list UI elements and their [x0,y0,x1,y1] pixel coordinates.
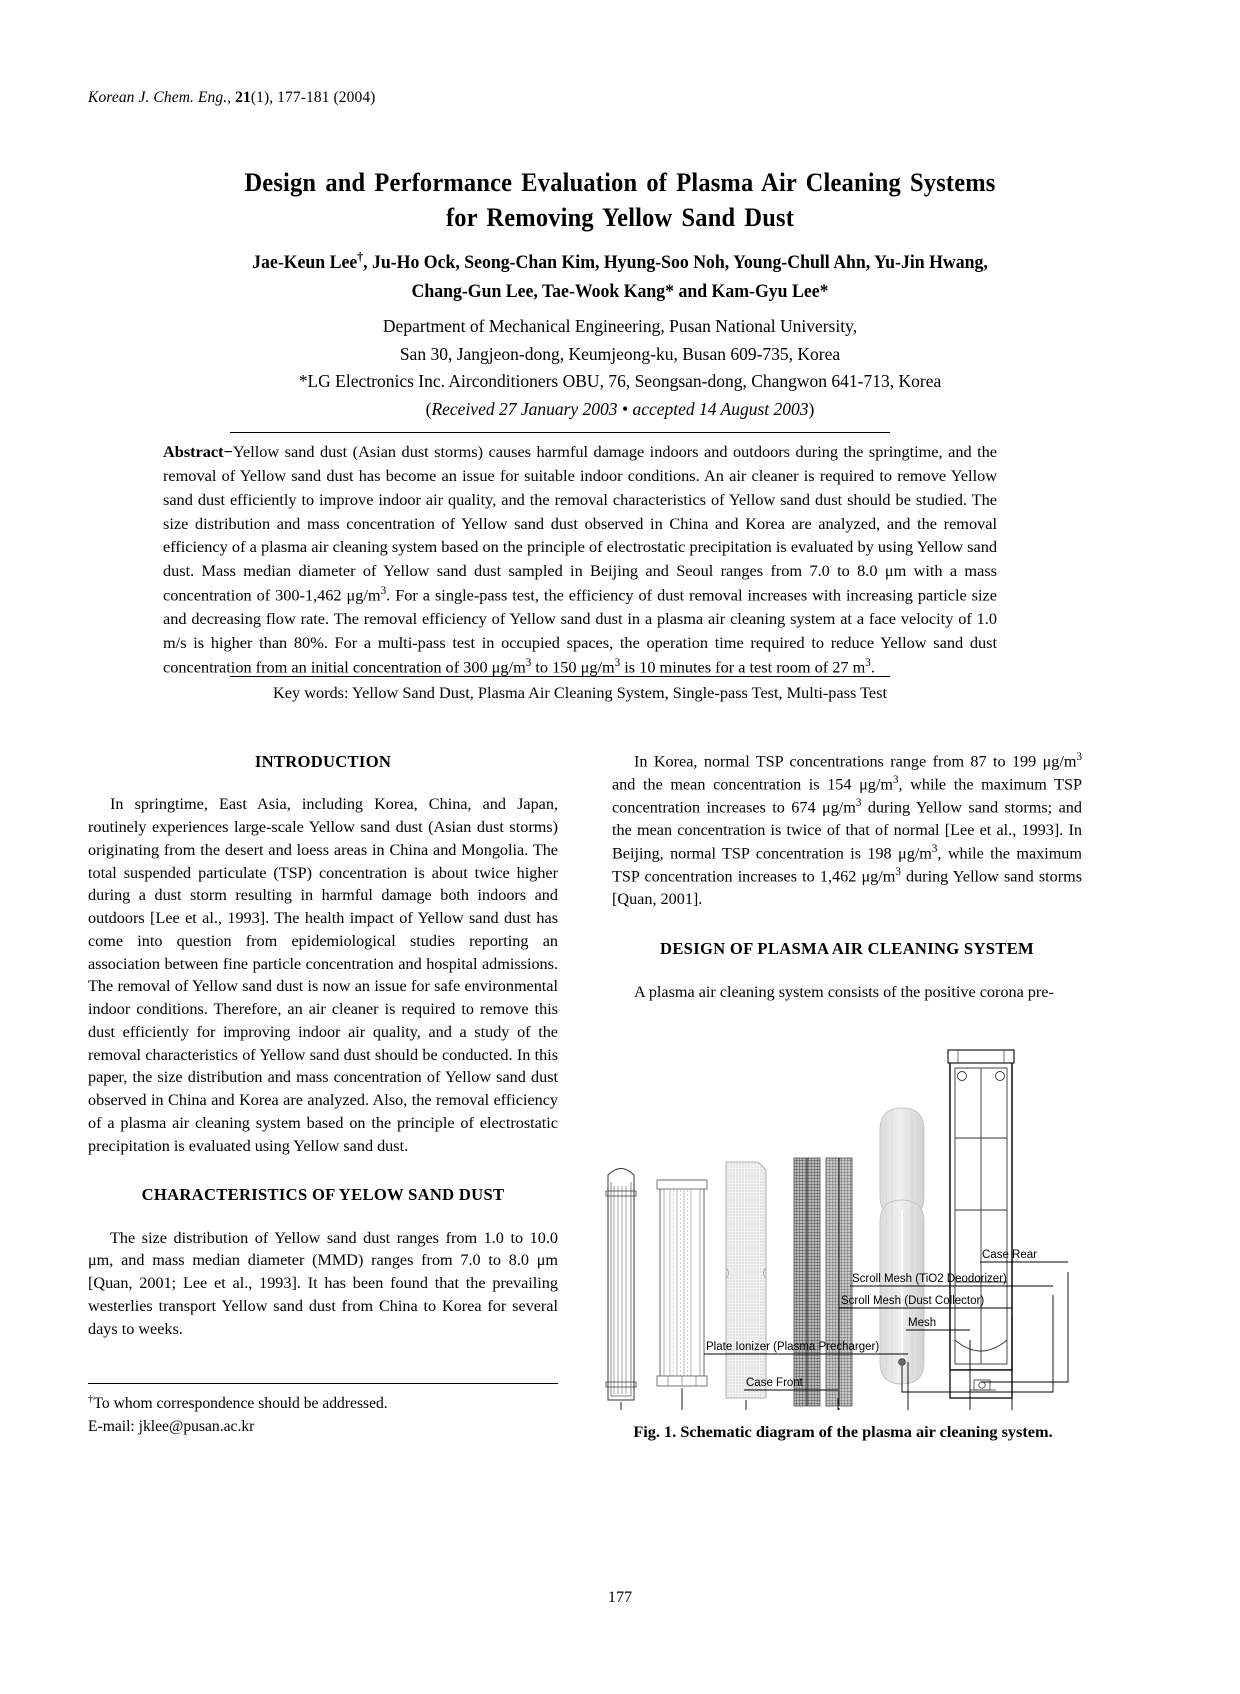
abstract-sup-c: 3 [614,657,621,670]
right-p1-sup4: 3 [931,843,938,856]
right-p1-b: and the mean concentration is 154 μg/m [612,775,893,794]
abstract-rule-top [230,432,890,433]
journal-name: Korean J. Chem. Eng., [88,89,232,106]
plate-ionizer-part [657,1180,707,1386]
case-front-part [606,1169,636,1401]
footnote [88,1392,558,1438]
author-line-1 [150,248,1091,278]
intro-paragraph-1: In springtime, East Asia, including Korea, China, and Japan, routinely experiences large-scale Yellow sand dust (Asian dust storms) originating from the desert and loess areas in China and Mongolia. The total suspended particulate (TSP) concentration is about twice higher during a dust storm resulting in harmful damage both indoors and outdoors [Lee et al., 1993]. The health impact of Yellow sand dust has come into question from epidemiological studies reporting an association between fine particle concentration and hospital admissions. The removal of Yellow sand dust is now an issue for safe environmental indoor conditions. Therefore, an air cleaner is required to remove this dust efficiently for improving indoor air quality, and a study of the removal characteristics of Yellow sand dust should be conducted. In this paper, the size distribution and mass concentration of Yellow sand dust observed in China and Korea are analyzed. Also, the removal efficiency of a plasma air cleaning system based on the principle of electrostatic precipitation is evaluated using Yellow sand dust. [88,795,558,1155]
keywords [163,683,997,703]
section-heading-design: DESIGN OF PLASMA AIR CLEANING SYSTEM [660,939,1034,959]
section-heading-characteristics: CHARACTERISTICS OF YELOW SAND DUST [141,1185,505,1205]
label-mesh: Mesh [908,1317,937,1329]
affiliation-line-1: Department of Mechanical Engineering, Pusan National University, [382,316,858,336]
abstract-label: Abstract [163,442,224,461]
section-heading-introduction: INTRODUCTION [254,752,392,771]
label-scroll-mesh-tio2: Scroll Mesh (TiO2 Deodorizer) [852,1273,1007,1285]
label-scroll-mesh-dust: Scroll Mesh (Dust Collector) [841,1295,985,1307]
case-rear-part [948,1050,1014,1398]
right-p1-c: , while the maximum TSP concentration increases to 674 μg/m [612,775,1083,817]
abstract-text-5: . [870,657,875,677]
right-paragraph-2: A plasma air cleaning system consists of the positive corona pre- [634,982,1054,1001]
figure-1-caption: Fig. 1. Schematic diagram of the plasma air cleaning system. [633,1422,1053,1441]
label-plate-ionizer: Plate Ionizer (Plasma Precharger) [706,1341,880,1353]
abstract-text-4: is 10 minutes for a test room of 27 m [620,657,866,677]
scroll-mesh-tio2-deodorizer-part [880,1108,924,1384]
figure-1-schematic [598,1010,1088,1410]
abstract-text-3: to 150 μg/m [531,657,615,677]
abstract-text-1: Yellow sand dust (Asian dust storms) causes harmful damage indoors and outdoors during the springtime, and the removal of Yellow sand dust has become an issue for suitable indoor conditions. An air cleaner is required to remove Yellow sand dust efficiently to improve indoor air quality, and the removal characteristics of Yellow sand dust should be studied. The size distribution and mass concentration of Yellow sand dust observed in China and Korea are analyzed, and the removal efficiency of a plasma air cleaning system based on the principle of electrostatic precipitation is evaluated by using Yellow sand dust. Mass median diameter of Yellow sand dust sampled in Beijing and Seoul ranges from 7.0 to 8.0 μm with a mass concentration of 300-1,462 μg/m [163,442,997,605]
journal-volume: 21 [235,89,251,106]
received-dates: Received 27 January 2003 • accepted 14 August 2003 [431,398,809,419]
footnote-rule [88,1383,558,1384]
plasma-air-cleaner-exploded-diagram [598,1010,1088,1410]
column-right [612,750,1082,1003]
right-p1-a: In Korea, normal TSP concentrations range from 87 to 199 μg/m [634,752,1077,771]
mesh-part [726,1162,766,1398]
abstract [163,440,997,679]
scroll-mesh-dust-collector-part [794,1158,852,1406]
right-paragraph-1 [612,750,1082,911]
author-list [150,248,1091,307]
right-p1-f: during Yellow sand storms [Quan, 2001]. [612,867,1082,909]
right-p1-sup2: 3 [892,774,899,787]
footnote-text: To whom correspondence should be addressed. [93,1395,388,1413]
page-number: 177 [607,1588,633,1606]
label-case-front: Case Front [746,1377,803,1389]
abstract-sup-a: 3 [380,585,387,598]
right-p1-sup3: 3 [855,797,862,810]
author-line-1-pre: Jae-Keun Lee [252,253,358,274]
page-title [178,165,1062,236]
received-paren-close: ) [808,398,815,419]
author-line-1-post: , Ju-Ho Ock, Seong-Chan Kim, Hyung-Soo Noh, Young-Chull Ahn, Yu-Jin Hwang, [363,253,988,274]
characteristics-paragraph-1: The size distribution of Yellow sand dust ranges from 1.0 to 10.0 μm, and mass median diameter (MMD) ranges from 7.0 to 8.0 μm [Quan, 2001; Lee et al., 1993]. It has been found that the prevailing westerlies transport Yellow sand dust from China to Korea for several days to weeks. [88,1228,558,1338]
received-paren-open: ( [425,398,432,419]
abstract-text-2: . For a single-pass test, the efficiency of dust removal increases with increasing particle size and decreasing flow rate. The removal efficiency of Yellow sand dust in a plasma air cleaning system at a face velocity of 1.0 m/s is higher than 80%. For a multi-pass test in occupied spaces, the operation time required to reduce Yellow sand dust concentration from an initial concentration of 300 μg/m [163,585,997,677]
right-p1-sup5: 3 [895,866,901,879]
journal-issue-pages-year: (1), 177-181 (2004) [250,89,376,106]
right-p1-d: during Yellow sand storms; and the mean concentration is twice of that of normal [Lee et al., 1993]. In Beijing, normal TSP concentration is 198 μg/m [612,798,1082,863]
abstract-sup-d: 3 [865,657,871,670]
abstract-dash: − [223,442,233,461]
title-line-2: for Removing Yellow Sand Dust [445,203,795,233]
footnote-marker: † [88,1393,94,1405]
keywords-label: Key words: [273,683,349,702]
corresponding-author-marker: † [357,250,364,264]
abstract-rule-bottom [230,676,890,677]
footnote-line-1 [88,1392,558,1416]
journal-running-head [88,89,375,107]
title-line-1: Design and Performance Evaluation of Plasma Air Cleaning Systems [244,168,996,197]
label-case-rear: Case Rear [982,1249,1037,1261]
affiliation-line-3: *LG Electronics Inc. Airconditioners OBU, 76, Seongsan-dong, Changwon 641-713, Korea [298,371,942,392]
right-p1-e: , while the maximum TSP concentration increases to 1,462 μg/m [612,844,1082,886]
author-line-2: Chang-Gun Lee, Tae-Wook Kang* and Kam-Gyu Lee* [411,281,829,302]
keywords-list: Yellow Sand Dust, Plasma Air Cleaning System, Single-pass Test, Multi-pass Test [351,683,887,702]
right-p1-sup1: 3 [1076,751,1082,763]
received-line [130,396,1110,424]
affiliation-line-2: San 30, Jangjeon-dong, Keumjeong-ku, Busan 609-735, Korea [399,343,841,364]
column-left [88,750,558,1340]
affiliation-block [130,313,1110,424]
footnote-line-2: E-mail: jklee@pusan.ac.kr [88,1417,255,1435]
abstract-sup-b: 3 [525,657,532,670]
